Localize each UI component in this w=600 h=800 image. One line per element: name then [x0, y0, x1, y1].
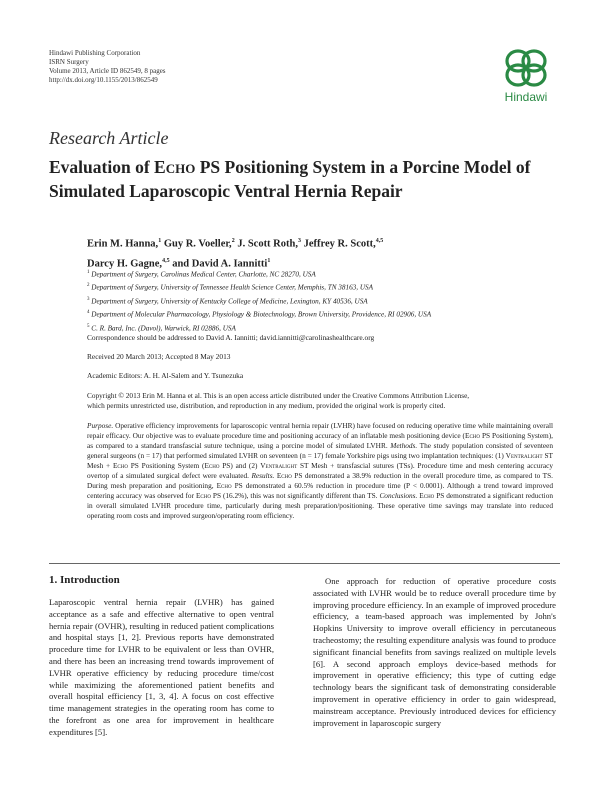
- journal-metadata: [49, 49, 166, 85]
- publisher-name: Hindawi Publishing Corporation: [49, 49, 141, 57]
- affiliation-item: $^5$ C. R. Bard, Inc. (Davol), Warwick, RI 02886, USA: [87, 323, 236, 332]
- section-divider: [49, 563, 560, 564]
- hindawi-logo-text: Hindawi: [504, 90, 548, 104]
- abstract: Purpose. Operative efficiency improvements for laparoscopic ventral hernia repair (LVHR) have focused on reducing operative time while maintaining overall repair efficacy. Our objective was to evaluate procedure time and positioning accuracy of an inflatable mesh positioning device (Echo PS Positioning System), as compared to a standard transfascial suture technique, using a porcine model of simulated LVHR. Methods. The study population consisted of seventeen general surgeons (n = 17) that performed simulated LVHR on seventeen (n = 17) female Yorkshire pigs using two implantation techniques: (1) Ventralight ST Mesh + Echo PS Positioning System (Echo PS) and (2) Ventralight ST Mesh + transfascial sutures (TSs). Procedure time and mesh centering accuracy overtop of a simulated surgical defect were evaluated. Results. Echo PS demonstrated a 38.9% reduction in the overall procedure time, as compared to TS. During mesh preparation and positioning, Echo PS demonstrated a 60.5% reduction in procedure time (P < 0.0001). Although a trend toward improved centering accuracy was observed for Echo PS (16.2%), this was not significantly different than TS. Conclusions. Echo PS demonstrated a significant reduction in overall simulated LVHR procedure time, particularly during mesh preparation/positioning. These operative time savings may translate into reduced operating room costs and improved surgeon/operating room efficiency.: [87, 421, 553, 520]
- affiliation-item: $^1$ Department of Surgery, Carolinas Medical Center, Charlotte, NC 28270, USA: [87, 270, 316, 279]
- hindawi-logo: [496, 46, 556, 110]
- article-title: Evaluation of ECHO PS Positioning System in a Porcine Model of Simulated Laparoscopic Ventral Hernia Repair: [49, 157, 531, 201]
- hindawi-rings-icon: [496, 46, 556, 92]
- doi-link[interactable]: http://dx.doi.org/10.1155/2013/862549: [49, 76, 158, 84]
- abstract-methods-label: Methods.: [390, 441, 418, 450]
- author-list: Erin M. Hanna,$^1$ Guy R. Voeller,$^2$ J. Scott Roth,$^3$ Jeffrey R. Scott,$^{4,5}$ Darcy H. Gagne,$^{4,5}$ and David A. Iannitti$^1$: [87, 238, 384, 269]
- copyright-notice: Copyright © 2013 Erin M. Hanna et al. This is an open access article distributed under the Creative Commons Attribution License, which permits unrestricted use, distribution, and reproduction in any medium, provided the original work is properly cited.: [87, 391, 470, 410]
- academic-editors: Academic Editors: A. H. Al-Salem and Y. Tsunezuka: [87, 371, 244, 380]
- abstract-results-label: Results.: [251, 471, 275, 480]
- received-accepted-dates: Received 20 March 2013; Accepted 8 May 2013: [87, 352, 231, 361]
- affiliation-item: $^2$ Department of Surgery, University of Tennessee Health Science Center, Memphis, TN 38163, USA: [87, 283, 374, 292]
- section-heading-introduction: 1. Introduction: [49, 574, 120, 586]
- intro-paragraph: One approach for reduction of operative procedure costs associated with LVHR would be to reduce overall procedure time by improving procedure efficiency. In an example of improved procedure efficiency, a team-based approach was implemented by John's Hopkins University to improve overall efficiency in percutaneous tracheostomy; the resulting expenditure analysis was found to produce significant financial benefits from savings realized on multiple levels [6]. A second approach employs device-based methods for improvement in operative efficiency; this type of cutting edge technology bears the significant task of demonstrating considerable improvement in operative efficiency in order to gain widespread, mainstream acceptance. Previously introduced devices for efficiency improvement in laparoscopic surgery: [313, 576, 556, 728]
- journal-name: ISRN Surgery: [49, 58, 89, 66]
- volume-info: Volume 2013, Article ID 862549, 8 pages: [49, 67, 166, 75]
- intro-column-left: Laparoscopic ventral hernia repair (LVHR) has gained acceptance as a safe and effective alternative to open ventral hernia repair (OVHR), resulting in reduced patient complications and hospital stays [1, 2]. Previous reports have demonstrated procedure time for LVHR to be equivalent or less than OVHR, and there has been an increasing trend towards improvement of LVHR operative efficiency by reducing procedure time/cost while maximizing the aforementioned patient benefits and overall hospital efficiency [1, 3, 4]. A focus on cost effective time management strategies in the operating room has come to the forefront as one area for improvement in healthcare expenditures [5].: [49, 597, 274, 737]
- article-type: Research Article: [49, 128, 169, 148]
- intro-column-right: [313, 576, 556, 729]
- correspondence: Correspondence should be addressed to David A. Iannitti; david.iannitti@carolinashealthcare.org: [87, 333, 375, 342]
- affiliations: [87, 267, 567, 334]
- affiliation-item: $^4$ Department of Molecular Pharmacology, Physiology & Biotechnology, Brown University, Providence, RI 02906, USA: [87, 310, 432, 319]
- abstract-conclusions-label: Conclusions.: [379, 491, 418, 500]
- abstract-purpose-label: Purpose.: [87, 421, 114, 430]
- affiliation-item: $^3$ Department of Surgery, University of Kentucky College of Medicine, Lexington, KY 40536, USA: [87, 296, 368, 306]
